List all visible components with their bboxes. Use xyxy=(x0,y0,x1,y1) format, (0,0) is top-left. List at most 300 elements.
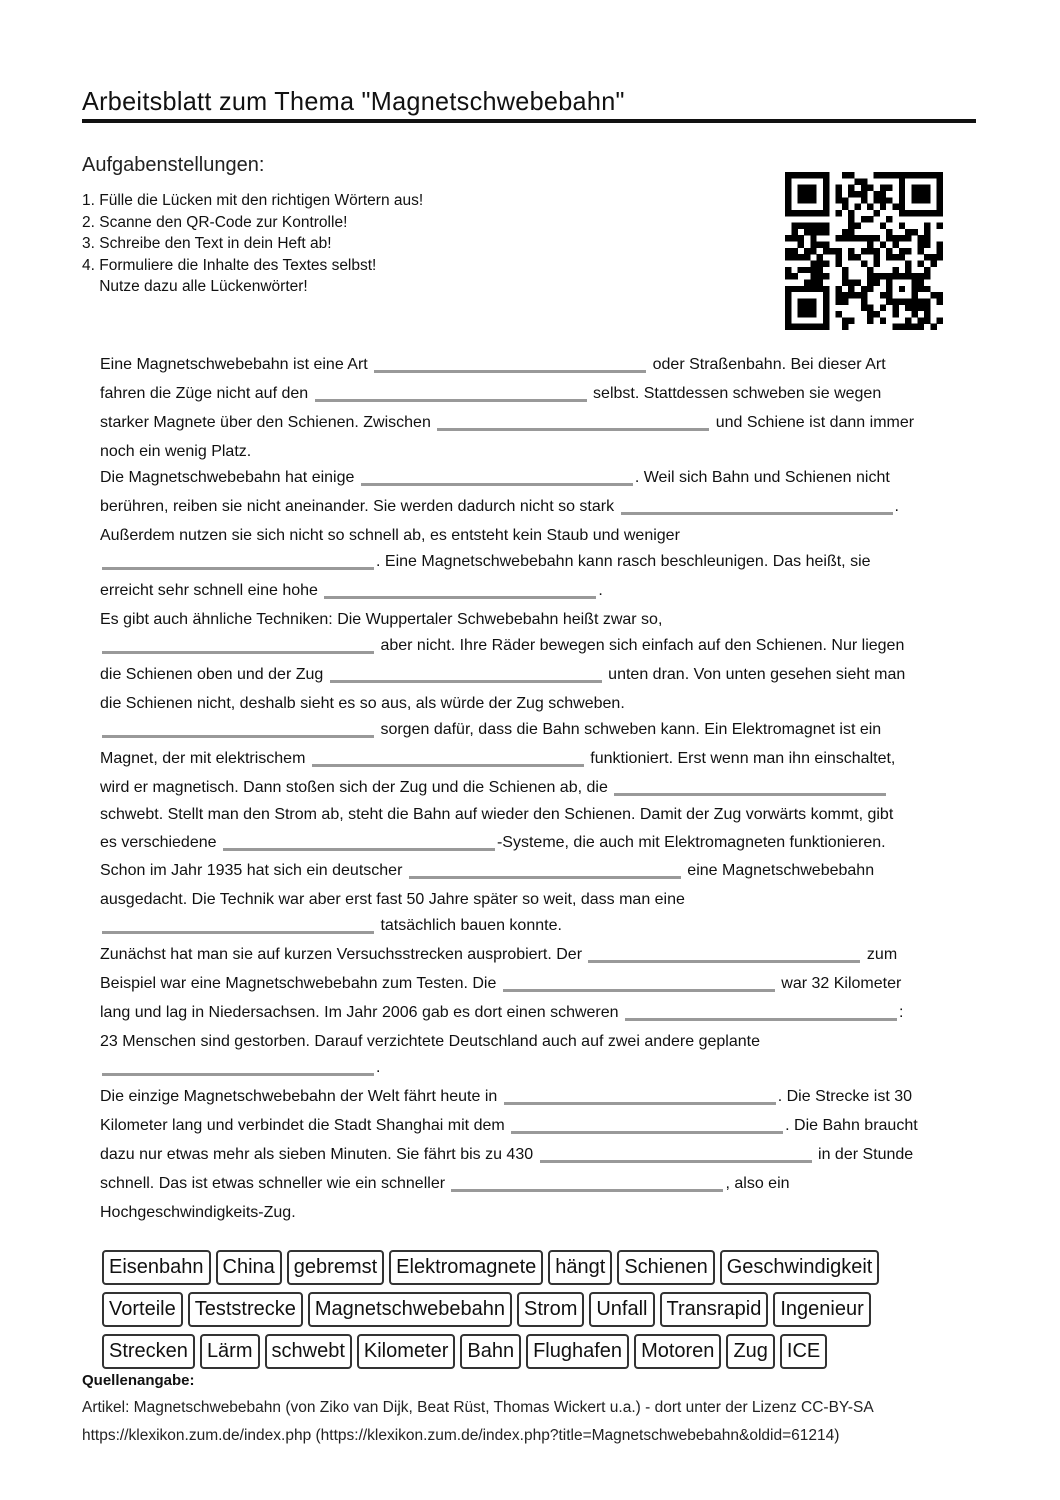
word-chip[interactable]: China xyxy=(216,1250,282,1285)
qr-module xyxy=(810,324,816,330)
text-line xyxy=(100,609,662,631)
qr-module xyxy=(817,210,823,216)
qr-module xyxy=(836,260,842,266)
qr-module xyxy=(798,191,804,197)
text-segment: Die einzige Magnetschwebebahn der Welt fährt heute in xyxy=(100,1088,502,1105)
qr-module xyxy=(911,210,917,216)
qr-module xyxy=(836,210,842,216)
qr-module xyxy=(886,279,892,285)
qr-module xyxy=(804,210,810,216)
qr-module xyxy=(791,324,797,330)
qr-module xyxy=(918,260,924,266)
qr-module xyxy=(823,172,829,178)
qr-module xyxy=(911,172,917,178)
qr-module xyxy=(791,210,797,216)
qr-module xyxy=(810,298,816,304)
qr-module xyxy=(905,273,911,279)
qr-module xyxy=(785,197,791,203)
qr-module xyxy=(899,178,905,184)
word-chip[interactable]: Strecken xyxy=(102,1334,195,1369)
qr-module xyxy=(842,235,848,241)
blank-field[interactable] xyxy=(511,1115,783,1134)
qr-module xyxy=(810,279,816,285)
qr-module xyxy=(924,191,930,197)
qr-module xyxy=(905,172,911,178)
qr-module xyxy=(861,260,867,266)
word-chip[interactable]: Kilometer xyxy=(357,1334,455,1369)
qr-module xyxy=(817,273,823,279)
qr-module xyxy=(867,185,873,191)
qr-module xyxy=(886,286,892,292)
qr-module xyxy=(804,254,810,260)
qr-module xyxy=(918,191,924,197)
qr-module xyxy=(899,324,905,330)
qr-module xyxy=(918,235,924,241)
text-line xyxy=(100,860,874,882)
qr-module xyxy=(867,305,873,311)
qr-module xyxy=(817,324,823,330)
qr-module xyxy=(880,204,886,210)
text-line xyxy=(100,1031,760,1053)
qr-module xyxy=(886,298,892,304)
blank-field[interactable] xyxy=(503,973,775,992)
qr-module xyxy=(861,298,867,304)
qr-module xyxy=(810,235,816,241)
word-chip[interactable]: Bahn xyxy=(460,1334,521,1369)
qr-module xyxy=(880,305,886,311)
word-chip[interactable]: Strom xyxy=(517,1292,584,1327)
blank-field[interactable] xyxy=(102,635,374,654)
text-segment: sorgen dafür, dass die Bahn schweben kann. Ein Elektromagnet ist ein xyxy=(376,721,882,738)
text-segment: zum xyxy=(862,946,898,963)
qr-module xyxy=(810,242,816,248)
qr-module xyxy=(937,254,943,260)
text-segment: : xyxy=(899,1004,904,1021)
blank-field[interactable] xyxy=(621,496,893,515)
word-chip[interactable]: Magnetschwebebahn xyxy=(308,1292,512,1327)
blank-field[interactable] xyxy=(374,354,646,373)
qr-module xyxy=(924,229,930,235)
qr-module xyxy=(785,248,791,254)
word-chip[interactable]: Elektromagnete xyxy=(389,1250,543,1285)
qr-module xyxy=(880,223,886,229)
qr-module xyxy=(804,324,810,330)
qr-module xyxy=(785,210,791,216)
qr-module xyxy=(911,273,917,279)
qr-module xyxy=(804,267,810,273)
qr-module xyxy=(848,286,854,292)
qr-module xyxy=(892,273,898,279)
qr-module xyxy=(867,286,873,292)
blank-field[interactable] xyxy=(361,467,633,486)
text-segment: es verschiedene xyxy=(100,834,221,851)
qr-module xyxy=(836,254,842,260)
word-chip[interactable]: Vorteile xyxy=(102,1292,183,1327)
blank-field[interactable] xyxy=(324,580,596,599)
blank-field[interactable] xyxy=(330,664,602,683)
text-segment: berühren, reiben sie nicht aneinander. Sie werden dadurch nicht so stark xyxy=(100,498,619,515)
qr-module xyxy=(823,197,829,203)
qr-module xyxy=(892,324,898,330)
text-line xyxy=(100,496,899,518)
word-chip[interactable]: ICE xyxy=(780,1334,827,1369)
qr-module xyxy=(823,204,829,210)
blank-field[interactable] xyxy=(102,719,374,738)
text-segment: . Die Strecke ist 30 xyxy=(777,1088,913,1105)
text-line xyxy=(100,889,685,911)
text-segment: . xyxy=(894,498,899,515)
word-bank-row xyxy=(102,1250,982,1285)
qr-module xyxy=(785,292,791,298)
qr-module xyxy=(911,324,917,330)
qr-module xyxy=(823,324,829,330)
qr-module xyxy=(823,223,829,229)
qr-module xyxy=(905,210,911,216)
qr-module xyxy=(842,229,848,235)
qr-module xyxy=(911,311,917,317)
qr-module xyxy=(855,191,861,197)
word-chip[interactable]: hängt xyxy=(548,1250,612,1285)
text-line xyxy=(100,748,895,770)
qr-module xyxy=(842,172,848,178)
qr-module xyxy=(867,273,873,279)
qr-module xyxy=(842,279,848,285)
text-line xyxy=(100,693,625,715)
qr-module xyxy=(937,185,943,191)
qr-module xyxy=(785,204,791,210)
qr-module xyxy=(785,311,791,317)
word-chip[interactable]: Flughafen xyxy=(526,1334,629,1369)
qr-module xyxy=(842,267,848,273)
text-segment: Schon im Jahr 1935 hat sich ein deutscher xyxy=(100,862,407,879)
qr-module xyxy=(842,324,848,330)
word-chip[interactable]: Schienen xyxy=(617,1250,714,1285)
qr-module xyxy=(873,210,879,216)
text-segment: Hochgeschwindigkeits-Zug. xyxy=(100,1204,296,1221)
blank-field[interactable] xyxy=(451,1173,723,1192)
qr-module xyxy=(823,248,829,254)
title-divider xyxy=(82,119,976,123)
text-segment: . Eine Magnetschwebebahn kann rasch beschleunigen. Das heißt, sie xyxy=(376,553,871,570)
qr-module xyxy=(855,178,861,184)
blank-field[interactable] xyxy=(437,412,709,431)
text-segment: schnell. Das ist etwas schneller wie ein schneller xyxy=(100,1175,450,1192)
word-chip[interactable]: Zug xyxy=(726,1334,774,1369)
qr-module xyxy=(930,210,936,216)
qr-module xyxy=(924,273,930,279)
qr-module xyxy=(918,210,924,216)
text-segment: Eine Magnetschwebebahn ist eine Art xyxy=(100,356,373,373)
qr-module xyxy=(798,324,804,330)
word-bank-row xyxy=(102,1292,982,1327)
qr-module xyxy=(848,254,854,260)
qr-module xyxy=(810,172,816,178)
qr-module xyxy=(899,204,905,210)
qr-module xyxy=(855,223,861,229)
qr-module xyxy=(924,242,930,248)
qr-module xyxy=(880,191,886,197)
word-chip[interactable]: Geschwindigkeit xyxy=(720,1250,880,1285)
qr-module xyxy=(817,172,823,178)
text-segment: und Schiene ist dann immer xyxy=(711,414,915,431)
source-line: Artikel: Magnetschwebebahn (von Ziko van Dijk, Beat Rüst, Thomas Wickert u.a.) - dort unter der Lizenz CC-BY-SA xyxy=(82,1399,874,1416)
word-chip[interactable]: Transrapid xyxy=(660,1292,769,1327)
blank-field[interactable] xyxy=(409,860,681,879)
qr-module xyxy=(842,197,848,203)
text-segment: die Schienen nicht, deshalb sieht es so aus, als würde der Zug schweben. xyxy=(100,695,625,712)
qr-module xyxy=(804,286,810,292)
qr-module xyxy=(836,185,842,191)
qr-module xyxy=(873,191,879,197)
qr-module xyxy=(918,242,924,248)
text-line xyxy=(100,973,901,995)
qr-module xyxy=(924,267,930,273)
task-list xyxy=(82,190,423,298)
qr-module xyxy=(873,273,879,279)
qr-module xyxy=(848,191,854,197)
qr-module xyxy=(867,235,873,241)
text-line xyxy=(100,1115,918,1137)
qr-module xyxy=(899,197,905,203)
word-chip[interactable]: schwebt xyxy=(265,1334,352,1369)
qr-module xyxy=(848,248,854,254)
qr-module xyxy=(892,267,898,273)
qr-module xyxy=(873,260,879,266)
text-segment: in der Stunde xyxy=(813,1146,914,1163)
blank-field[interactable] xyxy=(102,551,374,570)
text-segment: Beispiel war eine Magnetschwebebahn zum Testen. Die xyxy=(100,975,501,992)
source-url[interactable]: https://klexikon.zum.de/index.php (https://klexikon.zum.de/index.php?title=Magnetschwebebahn&oldid=61214) xyxy=(82,1427,840,1444)
qr-module xyxy=(918,185,924,191)
text-line xyxy=(100,664,905,686)
blank-field[interactable] xyxy=(223,832,495,851)
qr-module xyxy=(937,317,943,323)
qr-module xyxy=(873,254,879,260)
text-line xyxy=(100,580,603,602)
qr-module xyxy=(880,273,886,279)
text-segment: -Systeme, die auch mit Elektromagneten funktionieren. xyxy=(496,834,886,851)
word-chip[interactable]: Lärm xyxy=(200,1334,260,1369)
text-line xyxy=(100,1002,903,1024)
qr-module xyxy=(804,172,810,178)
qr-module xyxy=(918,273,924,279)
blank-field[interactable] xyxy=(312,748,584,767)
qr-module xyxy=(798,311,804,317)
blank-field[interactable] xyxy=(315,383,587,402)
qr-module xyxy=(836,298,842,304)
text-segment: ausgedacht. Die Technik war aber erst fast 50 Jahre später so weit, dass man eine xyxy=(100,891,685,908)
word-chip[interactable]: Eisenbahn xyxy=(102,1250,211,1285)
text-line xyxy=(100,354,886,376)
qr-module xyxy=(842,204,848,210)
qr-module xyxy=(842,292,848,298)
qr-module xyxy=(867,279,873,285)
qr-module xyxy=(937,191,943,197)
qr-module xyxy=(823,317,829,323)
qr-module xyxy=(892,204,898,210)
qr-module xyxy=(918,298,924,304)
text-segment: unten dran. Von unten gesehen sieht man xyxy=(603,666,906,683)
text-segment: , also ein xyxy=(725,1175,790,1192)
blank-field[interactable] xyxy=(588,944,860,963)
text-line xyxy=(100,525,680,547)
qr-module xyxy=(817,279,823,285)
text-line xyxy=(100,944,897,966)
qr-module xyxy=(810,191,816,197)
qr-module xyxy=(911,185,917,191)
qr-module xyxy=(791,172,797,178)
qr-module xyxy=(836,235,842,241)
qr-module xyxy=(810,185,816,191)
qr-module xyxy=(924,298,930,304)
qr-module xyxy=(861,292,867,298)
text-line xyxy=(100,441,251,463)
qr-module xyxy=(899,235,905,241)
qr-module xyxy=(905,260,911,266)
text-segment: noch ein wenig Platz. xyxy=(100,443,252,460)
qr-module xyxy=(798,242,804,248)
qr-module xyxy=(791,229,797,235)
qr-module xyxy=(886,273,892,279)
qr-module xyxy=(867,242,873,248)
qr-module xyxy=(848,235,854,241)
qr-module xyxy=(886,197,892,203)
qr-module xyxy=(785,185,791,191)
qr-module xyxy=(823,311,829,317)
text-segment: schwebt. Stellt man den Strom ab, steht die Bahn auf wieder den Schienen. Damit der Zug vorwärts kommt, gibt xyxy=(100,806,894,823)
qr-module xyxy=(892,311,898,317)
qr-module xyxy=(892,242,898,248)
qr-module xyxy=(918,286,924,292)
blank-field[interactable] xyxy=(504,1086,776,1105)
qr-module xyxy=(798,235,804,241)
text-segment: . Weil sich Bahn und Schienen nicht xyxy=(634,469,890,486)
text-segment: oder Straßenbahn. Bei dieser Art xyxy=(648,356,886,373)
qr-module xyxy=(861,216,867,222)
word-chip[interactable]: Teststrecke xyxy=(188,1292,303,1327)
qr-module xyxy=(861,178,867,184)
qr-module xyxy=(937,292,943,298)
page-title: Arbeitsblatt zum Thema "Magnetschwebebahn" xyxy=(82,86,625,116)
qr-module xyxy=(817,286,823,292)
blank-field[interactable] xyxy=(625,1002,897,1021)
qr-module xyxy=(937,204,943,210)
text-line xyxy=(100,551,871,573)
qr-module xyxy=(924,235,930,241)
qr-module xyxy=(924,185,930,191)
text-segment: . Die Bahn braucht xyxy=(785,1117,918,1134)
qr-module xyxy=(848,279,854,285)
qr-module xyxy=(791,273,797,279)
qr-module xyxy=(848,223,854,229)
qr-module xyxy=(918,305,924,311)
qr-module xyxy=(823,286,829,292)
text-segment: war 32 Kilometer xyxy=(776,975,902,992)
qr-module xyxy=(785,191,791,197)
task-item: 4. Formuliere die Inhalte des Textes selbst! xyxy=(82,256,377,274)
blank-field[interactable] xyxy=(102,1057,374,1076)
qr-module xyxy=(873,197,879,203)
qr-module xyxy=(842,298,848,304)
qr-module xyxy=(798,254,804,260)
word-chip[interactable]: gebremst xyxy=(287,1250,384,1285)
qr-module xyxy=(836,286,842,292)
qr-code-icon[interactable] xyxy=(785,172,943,330)
qr-module xyxy=(823,298,829,304)
qr-module xyxy=(798,267,804,273)
qr-module xyxy=(880,185,886,191)
qr-module xyxy=(886,235,892,241)
qr-module xyxy=(899,286,905,292)
qr-module xyxy=(855,279,861,285)
qr-module xyxy=(848,172,854,178)
qr-module xyxy=(785,298,791,304)
qr-module xyxy=(804,197,810,203)
qr-module xyxy=(924,317,930,323)
text-segment: dazu nur etwas mehr als sieben Minuten. Sie fährt bis zu 430 xyxy=(100,1146,538,1163)
qr-module xyxy=(905,317,911,323)
qr-module xyxy=(861,305,867,311)
qr-module xyxy=(937,210,943,216)
qr-module xyxy=(911,279,917,285)
text-segment: aber nicht. Ihre Räder bewegen sich einfach auf den Schienen. Nur liegen xyxy=(376,637,905,654)
qr-module xyxy=(785,172,791,178)
qr-module xyxy=(861,286,867,292)
qr-module xyxy=(924,254,930,260)
qr-module xyxy=(810,267,816,273)
qr-module xyxy=(937,197,943,203)
word-bank xyxy=(102,1250,982,1376)
text-line xyxy=(100,1202,296,1224)
qr-module xyxy=(861,197,867,203)
word-chip[interactable]: Motoren xyxy=(634,1334,721,1369)
qr-module xyxy=(937,298,943,304)
qr-module xyxy=(911,229,917,235)
qr-module xyxy=(791,248,797,254)
text-line xyxy=(100,1057,380,1079)
qr-module xyxy=(899,298,905,304)
qr-module xyxy=(798,197,804,203)
qr-module xyxy=(873,235,879,241)
qr-module xyxy=(785,235,791,241)
qr-module xyxy=(810,210,816,216)
text-line xyxy=(100,412,914,434)
text-segment: tatsächlich bauen konnte. xyxy=(376,917,562,934)
text-segment: funktioniert. Erst wenn man ihn einschaltet, xyxy=(585,750,896,767)
qr-module xyxy=(924,172,930,178)
qr-module xyxy=(823,178,829,184)
qr-module xyxy=(918,317,924,323)
text-segment: Außerdem nutzen sie sich nicht so schnell ab, es entsteht kein Staub und weniger xyxy=(100,527,680,544)
text-segment: erreicht sehr schnell eine hohe xyxy=(100,582,323,599)
qr-module xyxy=(855,254,861,260)
blank-field[interactable] xyxy=(102,915,374,934)
text-segment: Zunächst hat man sie auf kurzen Versuchsstrecken ausprobiert. Der xyxy=(100,946,587,963)
qr-module xyxy=(911,298,917,304)
text-segment: lang und lag in Niedersachsen. Im Jahr 2006 gab es dort einen schweren xyxy=(100,1004,623,1021)
text-segment: selbst. Stattdessen schweben sie wegen xyxy=(588,385,882,402)
blank-field[interactable] xyxy=(540,1144,812,1163)
word-chip[interactable]: Ingenieur xyxy=(773,1292,870,1327)
blank-field[interactable] xyxy=(614,777,886,796)
qr-module xyxy=(798,210,804,216)
text-segment: fahren die Züge nicht auf den xyxy=(100,385,313,402)
qr-module xyxy=(798,185,804,191)
qr-module xyxy=(918,324,924,330)
qr-module xyxy=(911,292,917,298)
qr-module xyxy=(886,172,892,178)
word-chip[interactable]: Unfall xyxy=(589,1292,654,1327)
